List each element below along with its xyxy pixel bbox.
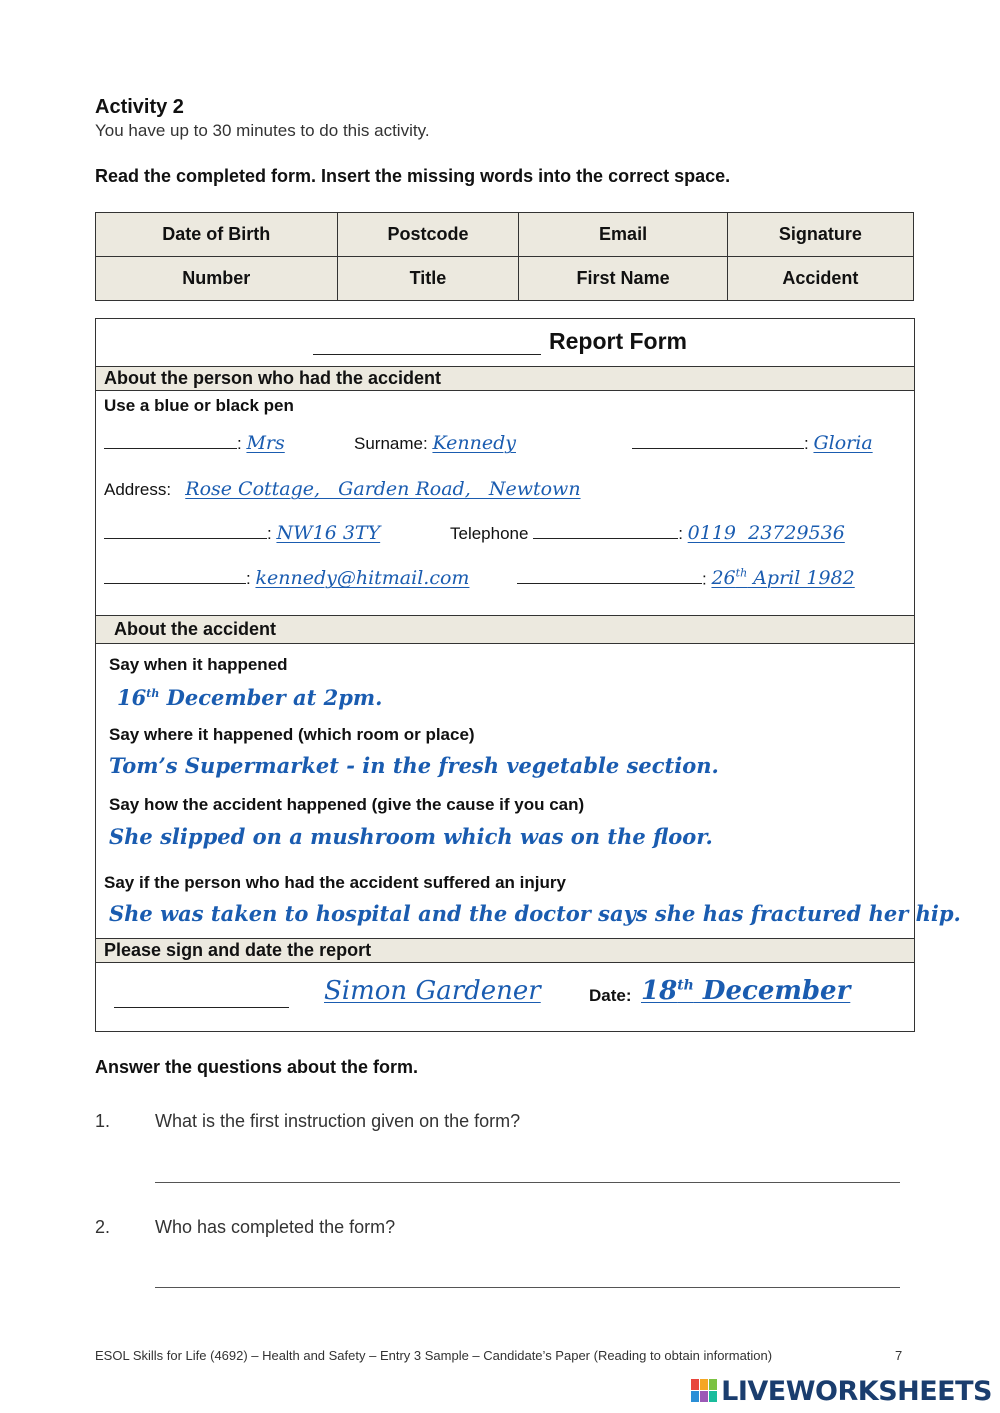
surname-value: Kennedy [432,432,516,454]
colon: : [804,434,809,453]
address-field [104,478,581,500]
email-field [104,567,469,589]
surname-field [354,432,516,454]
signature-blank[interactable] [114,993,289,1008]
activity-subtitle: You have up to 30 minutes to do this activity. [95,121,430,140]
word-bank-cell: Accident [727,257,913,301]
when-suffix: th [146,687,160,700]
report-form [95,318,961,1032]
when-day: 16 [117,685,147,710]
liveworksheets-logo [691,1376,992,1406]
colon: : [237,434,242,453]
question-text: Who has completed the form? [155,1217,396,1237]
answer-line[interactable] [155,1182,900,1183]
postcode-value: NW16 3TY [276,522,381,544]
injury-value: She was taken to hospital and the doctor says she has fractured her hip. [109,901,961,926]
when-rest: December at 2pm. [159,685,383,710]
word-bank-table [95,212,914,301]
first-name-field [632,432,873,454]
address-value: Rose Cottage, Garden Road, Newtown [185,478,581,500]
logo-mark-icon [691,1379,719,1403]
word-bank-cell: Title [337,257,519,301]
footer-text: ESOL Skills for Life (4692) – Health and Safety – Entry 3 Sample – Candidate’s Paper (Reading to obtain information) [95,1348,773,1363]
date-value [641,976,850,1006]
form-title-blank[interactable] [313,330,541,355]
form-title: Report Form [549,328,687,354]
email-value: kennedy@hitmail.com [255,567,470,589]
dob-rest: April 1982 [747,567,855,590]
question-text: What is the first instruction given on the form? [155,1111,521,1131]
telephone-field [450,522,845,544]
word-bank-cell: Number [96,257,338,301]
first-name-value: Gloria [813,432,873,454]
word-bank-row [96,213,914,257]
question-number: 2. [95,1217,111,1237]
question-number: 1. [95,1111,111,1131]
activity-title: Activity 2 [95,96,184,118]
word-bank-cell: First Name [519,257,727,301]
dob-suffix: th [735,567,748,580]
word-bank-cell: Postcode [337,213,519,257]
postcode-field [104,522,380,544]
where-label: Say where it happened (which room or place) [109,725,475,744]
dob-field [517,567,855,589]
colon: : [267,524,272,543]
colon: : [246,569,251,588]
when-value [117,685,382,710]
date-day: 18 [641,976,678,1006]
activity-instruction: Read the completed form. Insert the missing words into the correct space. [95,166,731,186]
word-bank-cell: Signature [727,213,913,257]
word-bank-cell: Date of Birth [96,213,338,257]
date-label: Date: [589,986,632,1005]
signature-value: Simon Gardener [324,976,541,1006]
section-accident-header: About the accident [96,615,914,644]
first-name-blank[interactable] [632,434,804,449]
pen-note: Use a blue or black pen [104,396,294,415]
how-label: Say how the accident happened (give the cause if you can) [109,795,585,814]
title-value: Mrs [246,432,285,454]
section-person-header: About the person who had the accident [96,366,914,391]
page-number: 7 [895,1348,903,1363]
dob-blank[interactable] [517,569,702,584]
dob-day: 26 [711,567,736,590]
word-bank-cell: Email [519,213,727,257]
title-field [104,432,285,454]
dob-value [711,567,854,589]
telephone-label: Telephone [450,524,529,543]
where-value: Tom’s Supermarket - in the fresh vegetable section. [109,753,719,778]
postcode-blank[interactable] [104,524,267,539]
colon: : [678,524,683,543]
date-suffix: th [677,977,694,994]
colon: : [702,569,707,589]
form-title-row [313,328,687,355]
title-blank[interactable] [104,434,237,449]
telephone-blank[interactable] [533,524,678,539]
section-sign-header: Please sign and date the report [96,938,914,963]
logo-text: LIVEWORKSHEETS [721,1375,992,1407]
telephone-value: 0119 23729536 [687,522,845,544]
address-label: Address: [104,480,172,499]
answer-line[interactable] [155,1287,900,1288]
when-label: Say when it happened [109,655,288,674]
questions-heading: Answer the questions about the form. [95,1057,419,1077]
how-value: She slipped on a mushroom which was on the floor. [109,824,713,849]
injury-label: Say if the person who had the accident suffered an injury [104,873,566,892]
word-bank-row [96,257,914,301]
date-rest: December [693,976,851,1006]
signature-field [114,993,289,1013]
surname-label: Surname: [354,434,428,453]
email-blank[interactable] [104,569,246,584]
